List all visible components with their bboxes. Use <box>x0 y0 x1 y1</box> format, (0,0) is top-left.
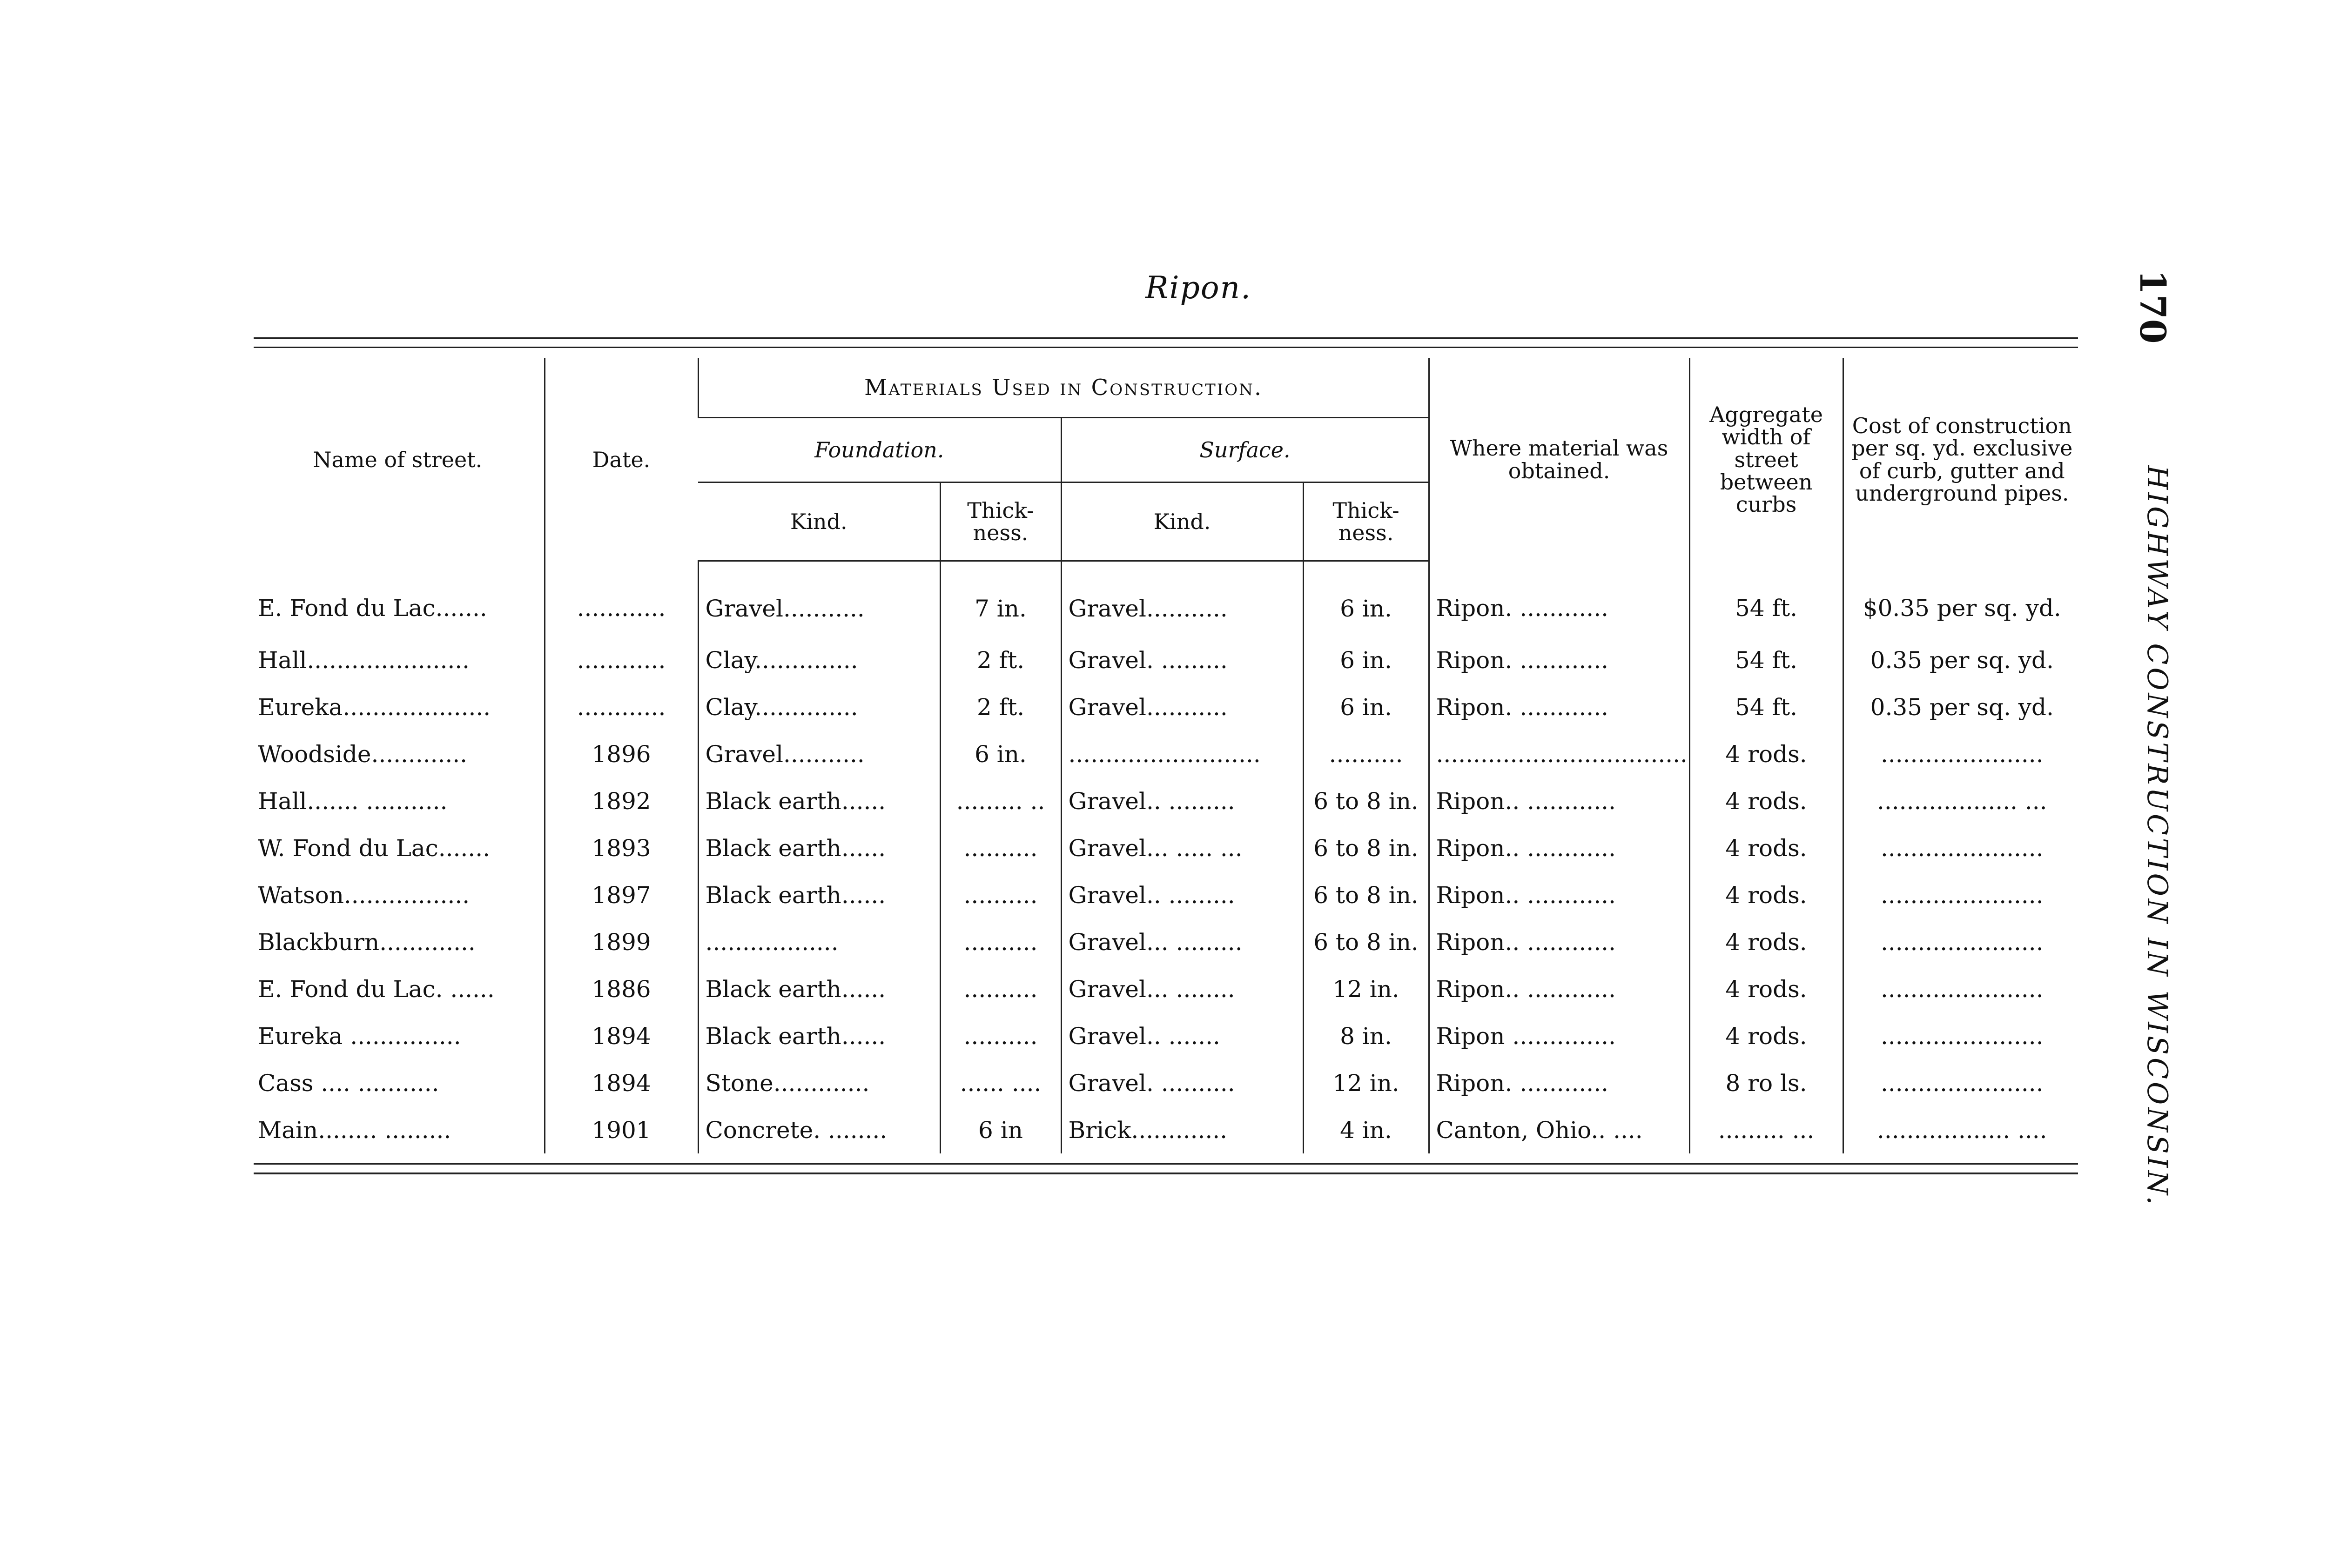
cell-source: Ripon. ............ <box>1429 637 1689 683</box>
table-row <box>251 561 2080 637</box>
cell-width: 4 rods. <box>1689 871 1843 918</box>
cell-street: Hall...................... <box>258 646 470 674</box>
cell-foundation-thickness: 2 ft. <box>940 637 1061 683</box>
header-surface-kind: Kind. <box>1061 482 1303 561</box>
cell-foundation-kind: Black earth...... <box>698 871 940 918</box>
cell-street: Cass .... ........... <box>258 1069 439 1097</box>
header-foundation-thickness: Thick-ness. <box>940 482 1061 561</box>
cell-street: W. Fond du Lac....... <box>258 834 490 862</box>
cell-width: 4 rods. <box>1689 730 1843 777</box>
cell-date: 1901 <box>545 1106 698 1153</box>
header-surface-thickness: Thick-ness. <box>1303 482 1429 561</box>
cell-width: 54 ft. <box>1689 683 1843 730</box>
cell-surface-thickness: .......... <box>1303 730 1429 777</box>
header-foundation: Foundation. <box>698 418 1061 482</box>
cell-foundation-thickness: ......... .. <box>940 777 1061 824</box>
cell-surface-kind: Gravel. ......... <box>1061 637 1303 683</box>
cell-surface-thickness: 6 to 8 in. <box>1303 871 1429 918</box>
cell-surface-kind: Gravel.. ......... <box>1061 777 1303 824</box>
cell-width: 4 rods. <box>1689 824 1843 871</box>
cell-source: Ripon.. ............ <box>1429 965 1689 1012</box>
header-cost: Cost of construction per sq. yd. exclusive of curb, gutter and underground pipes. <box>1843 358 2080 561</box>
cell-surface-thickness: 6 in. <box>1303 683 1429 730</box>
cell-foundation-thickness: ...... .... <box>940 1059 1061 1106</box>
cell-width: 4 rods. <box>1689 918 1843 965</box>
cell-width: 54 ft. <box>1689 561 1843 637</box>
cell-surface-thickness: 6 to 8 in. <box>1303 777 1429 824</box>
cell-date: 1897 <box>545 871 698 918</box>
cell-surface-thickness: 6 in. <box>1303 637 1429 683</box>
cell-cost: ...................... <box>1843 871 2080 918</box>
top-rule-1 <box>254 337 2078 339</box>
cell-foundation-thickness: .......... <box>940 918 1061 965</box>
cell-cost: ................... ... <box>1843 777 2080 824</box>
cell-foundation-kind: Gravel........... <box>698 561 940 637</box>
cell-foundation-kind: Black earth...... <box>698 1012 940 1059</box>
cell-surface-kind: Gravel.. ......... <box>1061 871 1303 918</box>
cell-cost: 0.35 per sq. yd. <box>1843 683 2080 730</box>
cell-surface-kind: Gravel... ......... <box>1061 918 1303 965</box>
cell-foundation-kind: Black earth...... <box>698 824 940 871</box>
table-row <box>251 824 2080 871</box>
cell-cost: ...................... <box>1843 918 2080 965</box>
cell-width: 54 ft. <box>1689 637 1843 683</box>
cell-surface-kind: Gravel... ..... ... <box>1061 824 1303 871</box>
cell-foundation-thickness: 6 in <box>940 1106 1061 1153</box>
cell-foundation-kind: Black earth...... <box>698 777 940 824</box>
cell-date: ............ <box>545 561 698 637</box>
cell-foundation-thickness: 6 in. <box>940 730 1061 777</box>
table-row <box>251 1059 2080 1106</box>
cell-source: Ripon. ............ <box>1429 1059 1689 1106</box>
table-row <box>251 1012 2080 1059</box>
cell-foundation-kind: Black earth...... <box>698 965 940 1012</box>
cell-foundation-kind: Clay.............. <box>698 683 940 730</box>
table-row <box>251 871 2080 918</box>
cell-width: 4 rods. <box>1689 777 1843 824</box>
cell-source: Ripon.. ............ <box>1429 777 1689 824</box>
cell-width: 4 rods. <box>1689 965 1843 1012</box>
cell-surface-kind: Gravel. .......... <box>1061 1059 1303 1106</box>
cell-date: 1899 <box>545 918 698 965</box>
table-row <box>251 637 2080 683</box>
header-aggregate: Aggregate width of street between curbs <box>1689 358 1843 561</box>
cell-street: Eureka ............... <box>258 1022 461 1050</box>
cell-cost: ...................... <box>1843 730 2080 777</box>
cell-street: Blackburn............. <box>258 928 476 956</box>
cell-source: Ripon.. ............ <box>1429 871 1689 918</box>
cell-source: Ripon. ............ <box>1429 561 1689 637</box>
cell-foundation-kind: Concrete. ........ <box>698 1106 940 1153</box>
cell-date: 1892 <box>545 777 698 824</box>
cell-cost: ...................... <box>1843 1012 2080 1059</box>
cell-street: E. Fond du Lac....... <box>258 594 487 622</box>
cell-foundation-thickness: .......... <box>940 1012 1061 1059</box>
table-row <box>251 918 2080 965</box>
cell-source: Ripon .............. <box>1429 1012 1689 1059</box>
table-row <box>251 730 2080 777</box>
table-row <box>251 777 2080 824</box>
header-foundation-kind: Kind. <box>698 482 940 561</box>
cell-surface-thickness: 12 in. <box>1303 965 1429 1012</box>
cell-cost: 0.35 per sq. yd. <box>1843 637 2080 683</box>
header-materials: Materials Used in Construction. <box>698 358 1429 418</box>
cell-foundation-kind: Stone............. <box>698 1059 940 1106</box>
cell-source: .................................. <box>1429 730 1689 777</box>
cell-cost: ...................... <box>1843 1059 2080 1106</box>
cell-width: 4 rods. <box>1689 1012 1843 1059</box>
cell-street: Main........ ......... <box>258 1116 451 1144</box>
running-head: HIGHWAY CONSTRUCTION IN WISCONSIN. <box>2141 465 2173 1208</box>
cell-surface-kind: Brick............. <box>1061 1106 1303 1153</box>
page-number: 170 <box>2132 270 2173 344</box>
cell-surface-thickness: 6 to 8 in. <box>1303 918 1429 965</box>
cell-date: ............ <box>545 683 698 730</box>
cell-foundation-thickness: 2 ft. <box>940 683 1061 730</box>
header-where: Where material was obtained. <box>1429 358 1689 561</box>
cell-foundation-thickness: .......... <box>940 824 1061 871</box>
cell-surface-kind: Gravel........... <box>1061 683 1303 730</box>
cell-surface-thickness: 12 in. <box>1303 1059 1429 1106</box>
cell-street: E. Fond du Lac. ...... <box>258 975 495 1003</box>
street-construction-table <box>251 358 2080 1153</box>
cell-source: Ripon.. ............ <box>1429 824 1689 871</box>
cell-cost: .................. .... <box>1843 1106 2080 1153</box>
cell-street: Eureka.................... <box>258 693 491 721</box>
cell-date: 1893 <box>545 824 698 871</box>
table-row <box>251 965 2080 1012</box>
cell-surface-thickness: 8 in. <box>1303 1012 1429 1059</box>
cell-surface-thickness: 4 in. <box>1303 1106 1429 1153</box>
cell-cost: $0.35 per sq. yd. <box>1843 561 2080 637</box>
header-name: Name of street. <box>313 447 483 472</box>
cell-width: 8 ro ls. <box>1689 1059 1843 1106</box>
cell-street: Watson................. <box>258 881 470 909</box>
cell-foundation-thickness: 7 in. <box>940 561 1061 637</box>
cell-source: Canton, Ohio.. .... <box>1429 1106 1689 1153</box>
cell-surface-thickness: 6 to 8 in. <box>1303 824 1429 871</box>
cell-date: 1894 <box>545 1012 698 1059</box>
cell-foundation-kind: Gravel........... <box>698 730 940 777</box>
bottom-rule-1 <box>254 1163 2078 1165</box>
cell-surface-kind: Gravel........... <box>1061 561 1303 637</box>
cell-date: ............ <box>545 637 698 683</box>
cell-street: Hall....... ........... <box>258 787 448 815</box>
cell-date: 1886 <box>545 965 698 1012</box>
cell-foundation-thickness: .......... <box>940 871 1061 918</box>
cell-foundation-kind: .................. <box>698 918 940 965</box>
cell-surface-kind: Gravel... ........ <box>1061 965 1303 1012</box>
cell-surface-thickness: 6 in. <box>1303 561 1429 637</box>
cell-surface-kind: Gravel.. ....... <box>1061 1012 1303 1059</box>
cell-foundation-kind: Clay.............. <box>698 637 940 683</box>
cell-surface-kind: .......................... <box>1061 730 1303 777</box>
table-row <box>251 683 2080 730</box>
table-row <box>251 1106 2080 1153</box>
cell-source: Ripon. ............ <box>1429 683 1689 730</box>
cell-street: Woodside............. <box>258 740 468 768</box>
page-title: Ripon. <box>1145 270 1252 306</box>
cell-cost: ...................... <box>1843 965 2080 1012</box>
header-date: Date. <box>545 358 698 561</box>
bottom-rule-2 <box>254 1173 2078 1174</box>
cell-cost: ...................... <box>1843 824 2080 871</box>
cell-foundation-thickness: .......... <box>940 965 1061 1012</box>
top-rule-2 <box>254 347 2078 348</box>
cell-date: 1894 <box>545 1059 698 1106</box>
header-surface: Surface. <box>1061 418 1429 482</box>
cell-source: Ripon.. ............ <box>1429 918 1689 965</box>
cell-date: 1896 <box>545 730 698 777</box>
cell-width: ......... ... <box>1689 1106 1843 1153</box>
